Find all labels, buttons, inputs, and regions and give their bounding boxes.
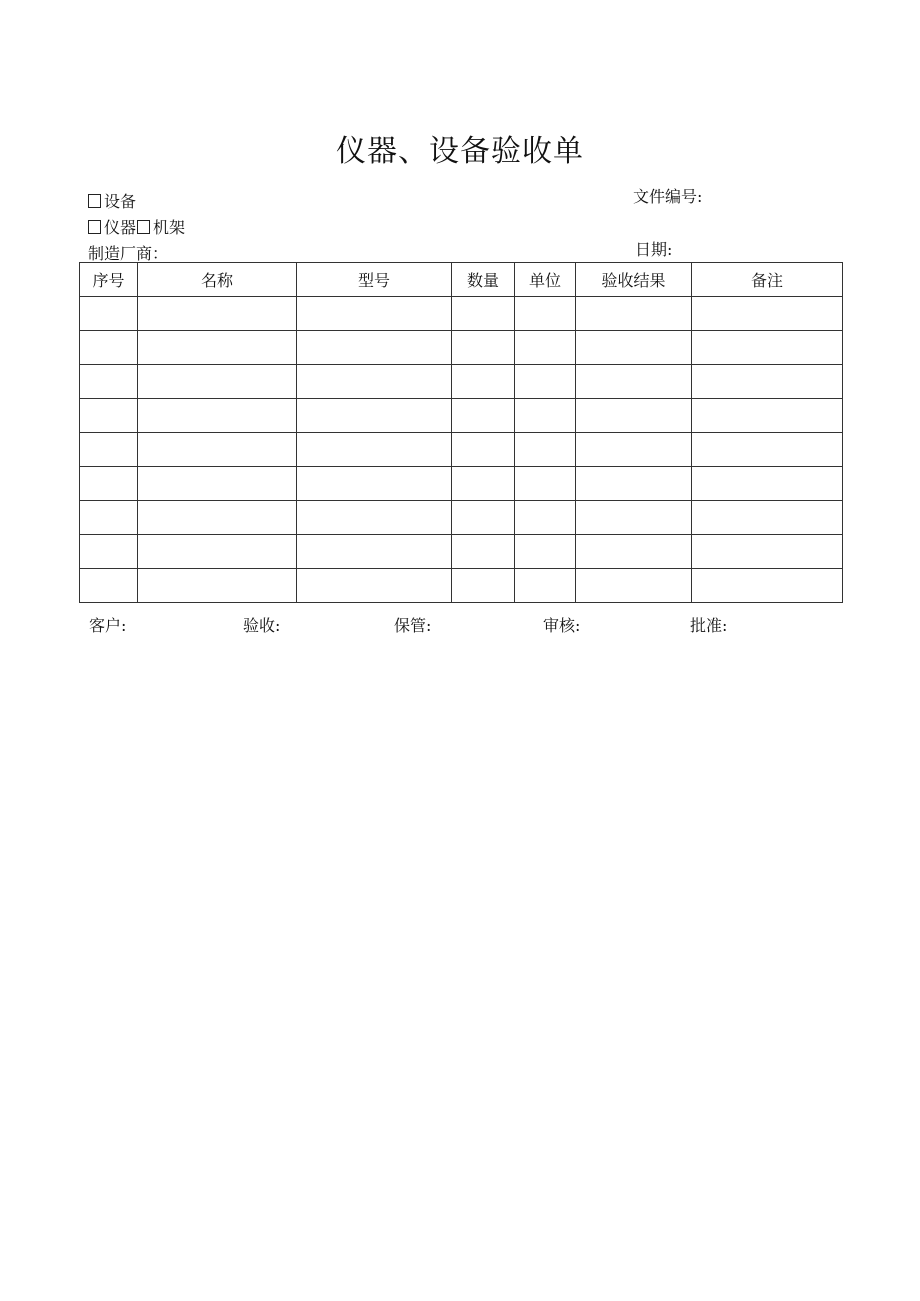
- col-header-unit: 单位: [515, 263, 576, 297]
- custody-label: 保管:: [394, 616, 432, 635]
- table-cell[interactable]: [80, 569, 138, 603]
- table-cell[interactable]: [515, 297, 576, 331]
- table-cell[interactable]: [515, 467, 576, 501]
- col-header-serial: 序号: [80, 263, 138, 297]
- table-cell[interactable]: [297, 331, 452, 365]
- table-cell[interactable]: [80, 331, 138, 365]
- table-cell[interactable]: [80, 433, 138, 467]
- option-instrument-rack: [88, 218, 185, 238]
- table-cell[interactable]: [297, 467, 452, 501]
- checkbox-rack[interactable]: [137, 220, 150, 234]
- col-header-result: 验收结果: [576, 263, 692, 297]
- table-cell[interactable]: [576, 501, 692, 535]
- table-cell[interactable]: [515, 365, 576, 399]
- table-cell[interactable]: [576, 467, 692, 501]
- option-equipment-label: 设备: [104, 192, 137, 211]
- manufacturer-label: 制造厂商：: [88, 244, 169, 261]
- table-cell[interactable]: [515, 433, 576, 467]
- table-cell[interactable]: [576, 331, 692, 365]
- acceptance-table: [79, 262, 843, 603]
- table-header-row: [80, 263, 843, 297]
- table-cell[interactable]: [452, 569, 515, 603]
- table-cell[interactable]: [692, 569, 843, 603]
- table-cell[interactable]: [452, 501, 515, 535]
- table-row: [80, 467, 843, 501]
- table-cell[interactable]: [80, 399, 138, 433]
- table-cell[interactable]: [692, 297, 843, 331]
- doc-number-label: 文件编号:: [633, 187, 703, 206]
- table-cell[interactable]: [452, 365, 515, 399]
- acceptance-label: 验收:: [243, 616, 281, 635]
- table-row: [80, 569, 843, 603]
- table-cell[interactable]: [692, 467, 843, 501]
- table-cell[interactable]: [297, 433, 452, 467]
- table-cell[interactable]: [515, 331, 576, 365]
- option-rack-label: 机架: [153, 218, 186, 237]
- table-cell[interactable]: [297, 535, 452, 569]
- table-cell[interactable]: [692, 535, 843, 569]
- table-cell[interactable]: [515, 501, 576, 535]
- customer-label: 客户:: [89, 616, 127, 635]
- table-cell[interactable]: [297, 569, 452, 603]
- table-cell[interactable]: [80, 535, 138, 569]
- table-cell[interactable]: [80, 365, 138, 399]
- table-cell[interactable]: [80, 467, 138, 501]
- table-cell[interactable]: [80, 297, 138, 331]
- table-cell[interactable]: [138, 535, 297, 569]
- table-cell[interactable]: [297, 365, 452, 399]
- table-cell[interactable]: [452, 399, 515, 433]
- table-cell[interactable]: [138, 365, 297, 399]
- table-cell[interactable]: [452, 297, 515, 331]
- col-header-quantity: 数量: [452, 263, 515, 297]
- table-row: [80, 535, 843, 569]
- table-cell[interactable]: [515, 399, 576, 433]
- table-cell[interactable]: [138, 569, 297, 603]
- table-cell[interactable]: [576, 365, 692, 399]
- approval-label: 批准:: [690, 616, 728, 635]
- table-cell[interactable]: [297, 297, 452, 331]
- table-cell[interactable]: [576, 297, 692, 331]
- table-cell[interactable]: [515, 535, 576, 569]
- table-cell[interactable]: [576, 433, 692, 467]
- table-cell[interactable]: [452, 331, 515, 365]
- option-instrument-label: 仪器: [104, 218, 137, 237]
- table-row: [80, 297, 843, 331]
- date-label: 日期:: [635, 240, 673, 259]
- table-cell[interactable]: [138, 501, 297, 535]
- table-cell[interactable]: [452, 467, 515, 501]
- table-cell[interactable]: [138, 331, 297, 365]
- table-cell[interactable]: [576, 535, 692, 569]
- table-cell[interactable]: [452, 535, 515, 569]
- table-cell[interactable]: [576, 569, 692, 603]
- checkbox-equipment[interactable]: [88, 194, 101, 208]
- table-row: [80, 501, 843, 535]
- table-cell[interactable]: [576, 399, 692, 433]
- table-row: [80, 433, 843, 467]
- option-equipment[interactable]: [88, 192, 136, 212]
- table-row: [80, 331, 843, 365]
- table-cell[interactable]: [692, 433, 843, 467]
- table-cell[interactable]: [515, 569, 576, 603]
- review-label: 审核:: [543, 616, 581, 635]
- checkbox-instrument[interactable]: [88, 220, 101, 234]
- table-cell[interactable]: [297, 501, 452, 535]
- col-header-remarks: 备注: [692, 263, 843, 297]
- table-cell[interactable]: [138, 433, 297, 467]
- table-cell[interactable]: [80, 501, 138, 535]
- table-cell[interactable]: [138, 399, 297, 433]
- table-cell[interactable]: [692, 365, 843, 399]
- col-header-model: 型号: [297, 263, 452, 297]
- document-title: 仪器、设备验收单: [336, 134, 584, 169]
- table-cell[interactable]: [692, 331, 843, 365]
- table-cell[interactable]: [692, 399, 843, 433]
- col-header-name: 名称: [138, 263, 297, 297]
- table-cell[interactable]: [692, 501, 843, 535]
- table-row: [80, 365, 843, 399]
- table-cell[interactable]: [138, 297, 297, 331]
- table-cell[interactable]: [138, 467, 297, 501]
- table-cell[interactable]: [452, 433, 515, 467]
- table-row: [80, 399, 843, 433]
- table-cell[interactable]: [297, 399, 452, 433]
